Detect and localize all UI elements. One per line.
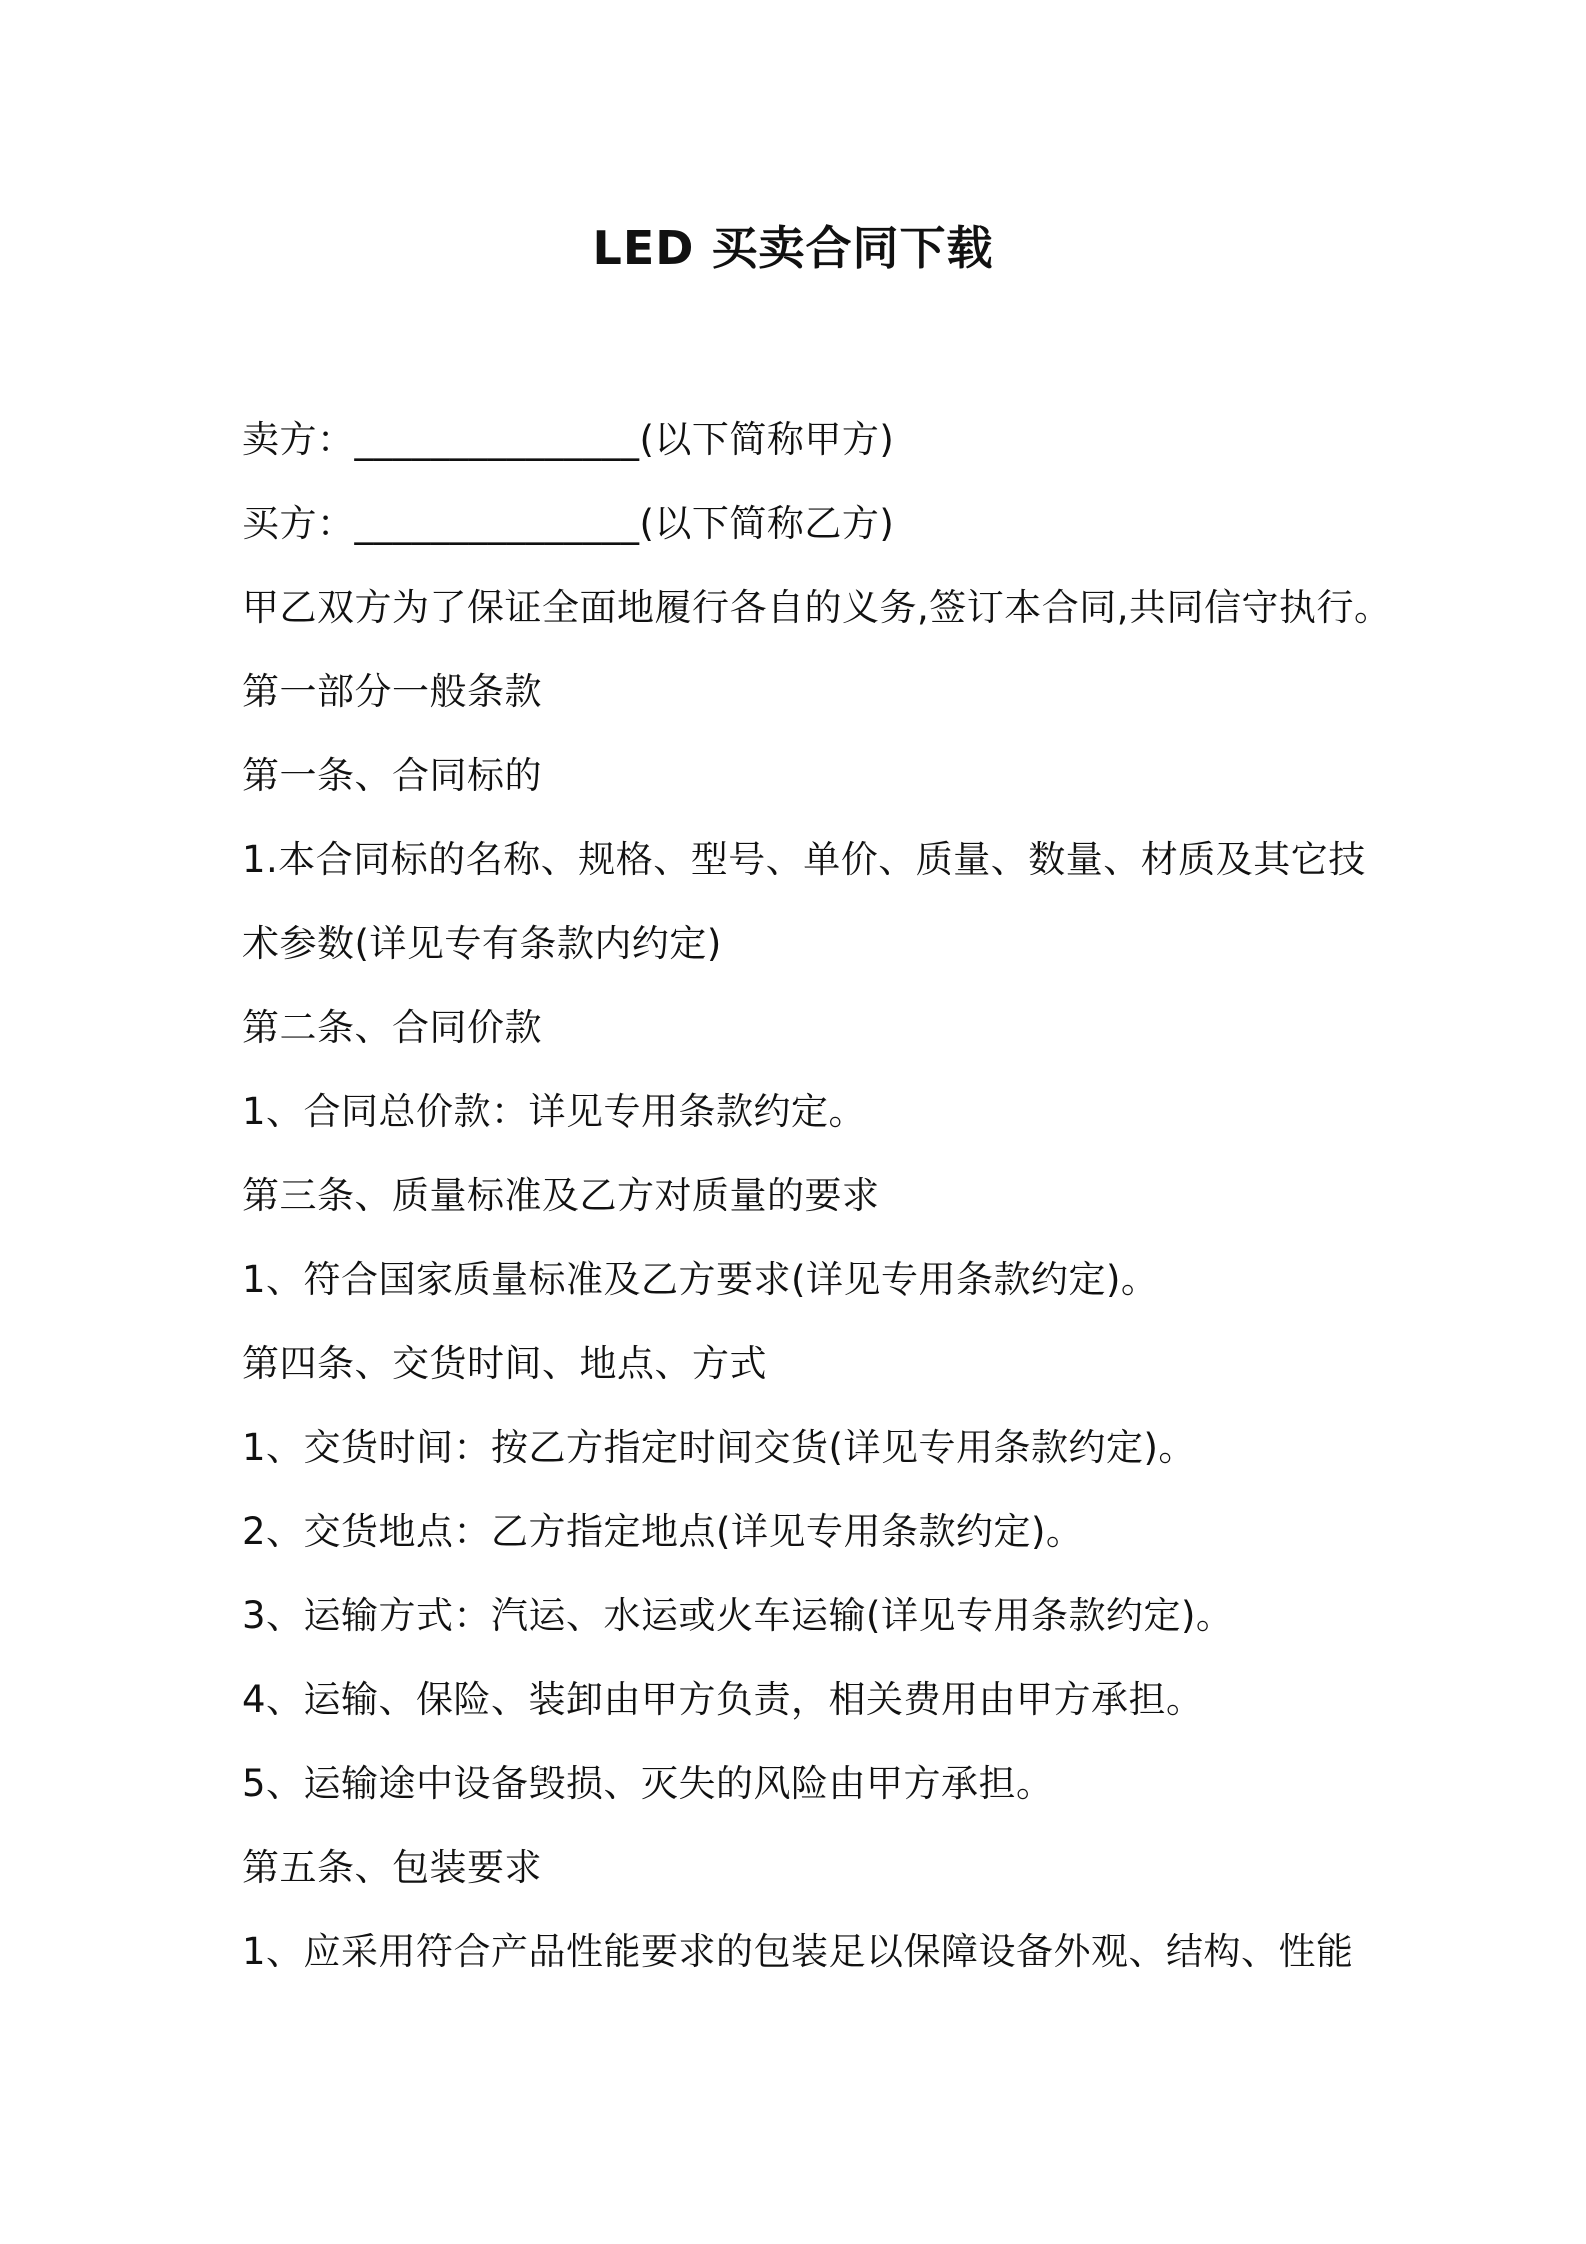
document-title: LED 买卖合同下载 — [592, 221, 994, 275]
buyer-line: 买方：_______________(以下简称乙方) — [242, 502, 895, 545]
clause-line: 4、运输、保险、装卸由甲方负责，相关费用由甲方承担。 — [242, 1678, 1204, 1721]
part-heading: 第一部分一般条款 — [242, 670, 542, 713]
article-heading: 第三条、质量标准及乙方对质量的要求 — [242, 1174, 880, 1217]
article-heading: 第五条、包装要求 — [242, 1846, 542, 1889]
clause-line: 1、应采用符合产品性能要求的包装足以保障设备外观、结构、性能 — [242, 1930, 1354, 1973]
clause-line: 5、运输途中设备毁损、灭失的风险由甲方承担。 — [242, 1762, 1054, 1805]
preamble-line: 甲乙双方为了保证全面地履行各自的义务,签订本合同,共同信守执行。 — [242, 586, 1392, 629]
seller-line: 卖方：_______________(以下简称甲方) — [242, 418, 895, 461]
article-heading: 第二条、合同价款 — [242, 1006, 542, 1049]
clause-line: 2、交货地点：乙方指定地点(详见专用条款约定)。 — [242, 1510, 1084, 1553]
clause-line: 3、运输方式：汽运、水运或火车运输(详见专用条款约定)。 — [242, 1594, 1234, 1637]
clause-line: 术参数(详见专有条款内约定) — [242, 922, 722, 965]
article-heading: 第四条、交货时间、地点、方式 — [242, 1342, 767, 1385]
clause-line: 1、交货时间：按乙方指定时间交货(详见专用条款约定)。 — [242, 1426, 1196, 1469]
clause-line: 1.本合同标的名称、规格、型号、单价、质量、数量、材质及其它技 — [242, 838, 1366, 881]
clause-line: 1、符合国家质量标准及乙方要求(详见专用条款约定)。 — [242, 1258, 1159, 1301]
clause-line: 1、合同总价款：详见专用条款约定。 — [242, 1090, 867, 1133]
document-body — [242, 398, 1392, 1994]
article-heading: 第一条、合同标的 — [242, 754, 542, 797]
